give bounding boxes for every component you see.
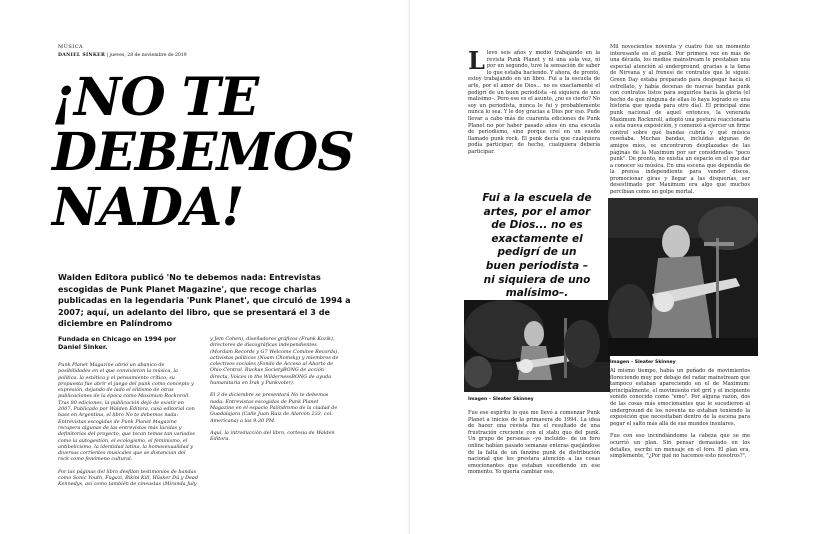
paragraph: Fue ese espíritu lo que me llevó a comenzar Punk Planet a inicios de la primavera de 1994. La idea de hacer una revista fue el resultado de una frustración creciente con el statu quo del punk. Un grupo de personas –yo incluido– de un foro online habían pasado semanas enteras quejándose de la falta de un fanzine punk de distribución nacional que les prestara atención a las cosas emocionantes que estaban sucediendo en ese momento. Yo quería cambiar eso. — [468, 410, 600, 476]
drop-cap: L — [468, 46, 485, 75]
headline-line-2: DEBEMOS — [52, 122, 354, 183]
right-column-1-bottom — [468, 410, 600, 482]
paragraph: Punk Planet Magazine abrió un abanico de posibilidades en el que convivieron la música, la política, la estética y el pensamiento crítico; su propuesta fue abrir el juego del punk como concepto y expresión, dejando de lado el elitismo de otras publicaciones de la época como Maximum Rocknroll. Tras 80 ediciones, la publicación dejó de existir en 2007. Publicado por Walden Editora, casa editorial con base en Argentina, el libro No te debemos nada: Entrevistas escogidas de Punk Planet Magazine recupera algunas de las entrevistas más lúcidas y definitorias del proyecto, que tocan temas tan variados como la autogestión, el ecologismo, el feminismo, el antibelicismo, la identidad latina, la homosexualidad y diversas corrientes musicales que se distancian del rock como fenómeno cultural. — [58, 362, 195, 463]
subtitle: Fundada en Chicago en 1994 por Daniel Sinker. — [58, 335, 177, 352]
left-column-2 — [210, 336, 340, 448]
right-column-2-top — [610, 44, 750, 202]
photo-caption-1: Imagen – Sleater Skinney — [468, 397, 534, 402]
headline — [52, 67, 407, 238]
paragraph: Por las páginas del libro desfilan testimonios de bandas como Sonic Youth, Fugazi, Bikini Kill, Hüsker Dü y Dead Kennedys, así como también de cineastas (Miranda July — [58, 468, 198, 488]
headline-line-1: ¡NO TE — [52, 67, 259, 128]
right-column-1-top — [468, 46, 600, 162]
section-label: MÚSICA — [58, 44, 84, 50]
paragraph: Al mismo tiempo, había un puñado de movimientos floreciendo muy por debajo del radar mainstream que tampoco estaban apareciendo en el de Maximum: principalmente, el movimiento riot grrl y el incipiente sonido conocido como "emo". Por alguna razón, dos de las cosas más emocionantes que le sucedieron al underground de los noventa no estaban teniendo la exposición que necesitaban dentro de la escena para pegar el salto más allá de sus mundos insulares. — [610, 368, 750, 427]
paragraph: Mil novecientos noventa y cuatro fue un momento interesante en el punk. Por primera vez en más de una década, los medios mainstream le prestaban una especial atención al underground, gracias a la fama de Nirvana y al frenesí de contratos que le siguió. Green Day estaba preparado para despegar hacia el estrellato, y había decenas de nuevas bandas punk con contratos listos para seguirlos hacia la gloria (el hecho de que ninguna de ellas lo haya logrado es una historia que queda para otro día). El principal zine punk nacional de aquel entonces, la venerada Maximum Rocknroll, adoptó una postura reaccionaria a esta nueva exposición, y comenzó a ejercer un firme control sobre qué bandas cubría y qué música reseñaba. Muchas bandas, incluidas algunas de amigos míos, se encontraron desplazadas de las páginas de la Maximum por ser consideradas "poco punk". De pronto, no existía un espacio en el que dar a conocer su música. En una escena que dependía de la prensa independiente para vender discos, promocionar giras y llegar a las disquerías, ser desestimado por Maximum era algo que muchos percibían como un golpe mortal. — [610, 44, 751, 196]
paragraph: El 3 de diciembre se presentará No te debemos nada: Entrevistas escogidas de Punk Planet Magazine en el espacio Palíndromo de la ciudad de Guadalajara (Calle Juan Ruiz de Alarcón 233, col. Americana) a las 9:30 PM. — [210, 392, 338, 424]
photo-caption-2: Imagen – Sleater Skinney — [610, 360, 676, 365]
byline — [58, 53, 187, 58]
paragraph: y Jem Cohen), diseñadores gráficos (Frank Kozik), directores de discográficas independientes (Mordam Records y G7 Welcome Comitee Records), activistas políticos (Noam Chomsky) y miembros de colectivos sociales (Fondo de Acceso al Aborto de Ohio Central, Ruckus SocietyBONG de acción directa, Voices in the WildernessBONG de ayuda humanitaria en Irak y Punkvoter). — [210, 336, 339, 387]
photo-graphic — [464, 300, 610, 392]
pull-quote: Fui a la escuela de artes, por el amor de Dios... no es exactamente el pedigrí de un buen periodista –ni siquiera de uno malísimo–. — [482, 192, 592, 300]
publish-date: | jueves, 28 de noviembre de 2019 — [106, 53, 187, 58]
right-page — [410, 0, 820, 534]
concert-photo-2 — [608, 198, 758, 356]
author-name: DANIEL SINKER — [58, 53, 106, 58]
right-column-2-bottom — [610, 368, 750, 466]
headline-line-3: NADA! — [52, 177, 244, 238]
left-column-1 — [58, 362, 198, 494]
concert-photo-1 — [464, 300, 610, 392]
paragraph: Aquí, la introducción del libro, cortesía de Walden Editora. — [210, 429, 335, 443]
paragraph — [468, 46, 600, 156]
paragraph-text: levo seis años y medio trabajando en la revista Punk Planet y ni una sola vez, ni por un segundo, tuve la sensación de saber lo que estaba haciendo. Y ahora, de pronto, estoy trabajando en un libro. Fui a la escuela de arte, por el amor de Dios... no es exactamente el pedigrí de un buen periodista –ni siquiera de uno malísimo–. Pero ese es el asunto, ¿no es cierto? No soy un periodista, nunca lo fui y probablemente nunca lo sea. Y le doy gracias a Dios por eso. Pude llevar a cabo más de cuarenta ediciones de Punk Planet no por haber pasado años en una escuela de periodismo, sino porque creí en un sueño llamado punk rock. El punk decía que cualquiera podía participar; de hecho, cualquiera debería participar. — [468, 50, 600, 155]
photo-graphic — [608, 198, 758, 356]
paragraph: Fue con eso incendiándome la cabeza que se me ocurrió un plan. Sin pensar demasiado en los detalles, escribí un mensaje en el foro. El plan era, simplemente, "¿Por qué no hacemos esto nosotros?". — [610, 433, 750, 460]
deck: Walden Editora publicó 'No te debemos nada: Entrevistas escogidas de Punk Planet Magazine', que recoge charlas publicadas en la legendaria 'Punk Planet', que circuló de 1994 a 2007; aquí, un adelanto del libro, que se presentará el 3 de diciembre en Palíndromo — [58, 272, 351, 329]
